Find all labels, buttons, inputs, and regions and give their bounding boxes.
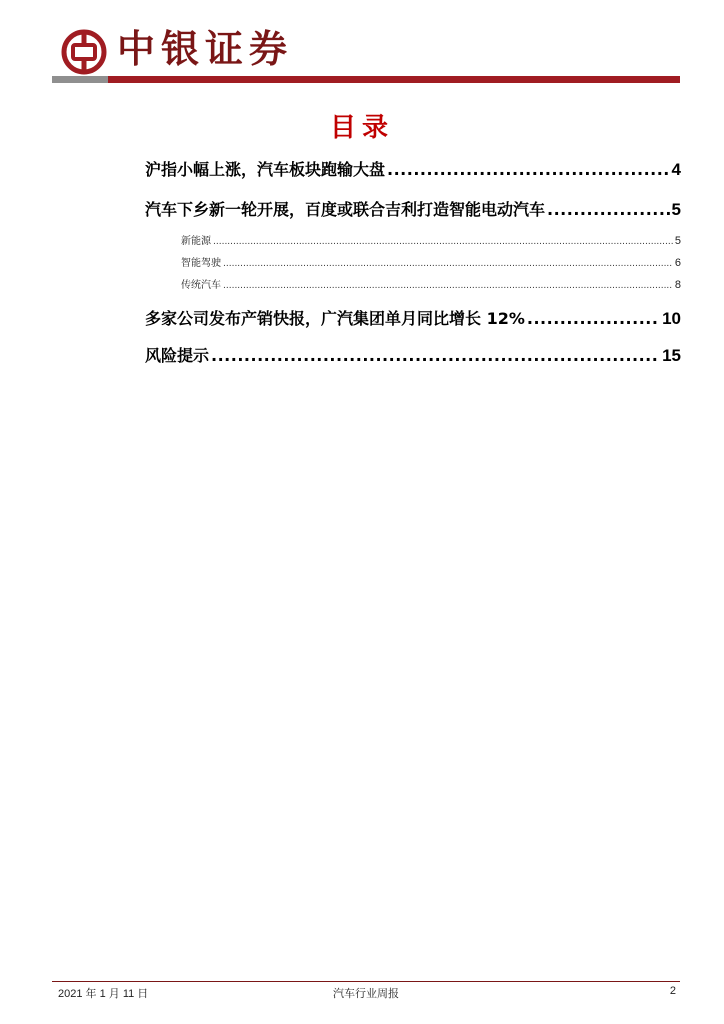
toc-entry[interactable] [145, 343, 681, 366]
toc-entry-page: 15 [662, 346, 681, 365]
footer-report-type: 汽车行业周报 [333, 987, 399, 1000]
toc-entry-label: 多家公司发布产销快报，广汽集团单月同比增长 12% [145, 309, 525, 328]
toc-entry-page: 6 [674, 257, 681, 269]
toc-subentry[interactable] [181, 232, 681, 247]
toc-entry-page: 5 [674, 235, 681, 247]
toc-entry-label: 汽车下乡新一轮开展，百度或联合吉利打造智能电动汽车 [145, 200, 546, 219]
brand-name: 中银证券 [117, 26, 294, 71]
page-header [0, 0, 724, 90]
toc-leader-dots [211, 346, 660, 365]
toc-entry-label: 风险提示 [145, 346, 210, 365]
footer-date: 2021 年 1 月 11 日 [58, 988, 149, 1000]
bank-of-china-logo-icon [61, 29, 107, 75]
toc-leader-dots [223, 281, 673, 291]
toc-entry[interactable] [145, 157, 681, 180]
toc-leader-dots [223, 259, 673, 269]
toc-entry-page: 10 [662, 309, 681, 328]
toc-subentry[interactable] [181, 276, 681, 291]
toc-entry-label: 新能源 [181, 236, 211, 247]
toc-entry[interactable] [145, 197, 681, 220]
toc-entry-page: 8 [674, 279, 681, 291]
toc-leader-dots [547, 200, 670, 219]
footer-divider [52, 981, 680, 982]
toc-leader-dots [213, 237, 673, 247]
toc-entry-label: 沪指小幅上涨，汽车板块跑输大盘 [145, 160, 386, 179]
toc-entry-page: 4 [671, 160, 681, 179]
toc-leader-dots [387, 160, 670, 179]
footer-page-number: 2 [669, 985, 676, 997]
toc-subentry[interactable] [181, 254, 681, 269]
toc-entry-page: 5 [671, 200, 681, 219]
toc-entry-label: 智能驾驶 [181, 258, 221, 269]
header-red-bar [108, 76, 680, 83]
toc-entry[interactable] [145, 306, 681, 329]
toc-title: 目录 [329, 113, 394, 143]
toc-leader-dots [527, 309, 660, 328]
toc-entry-label: 传统汽车 [181, 280, 221, 291]
